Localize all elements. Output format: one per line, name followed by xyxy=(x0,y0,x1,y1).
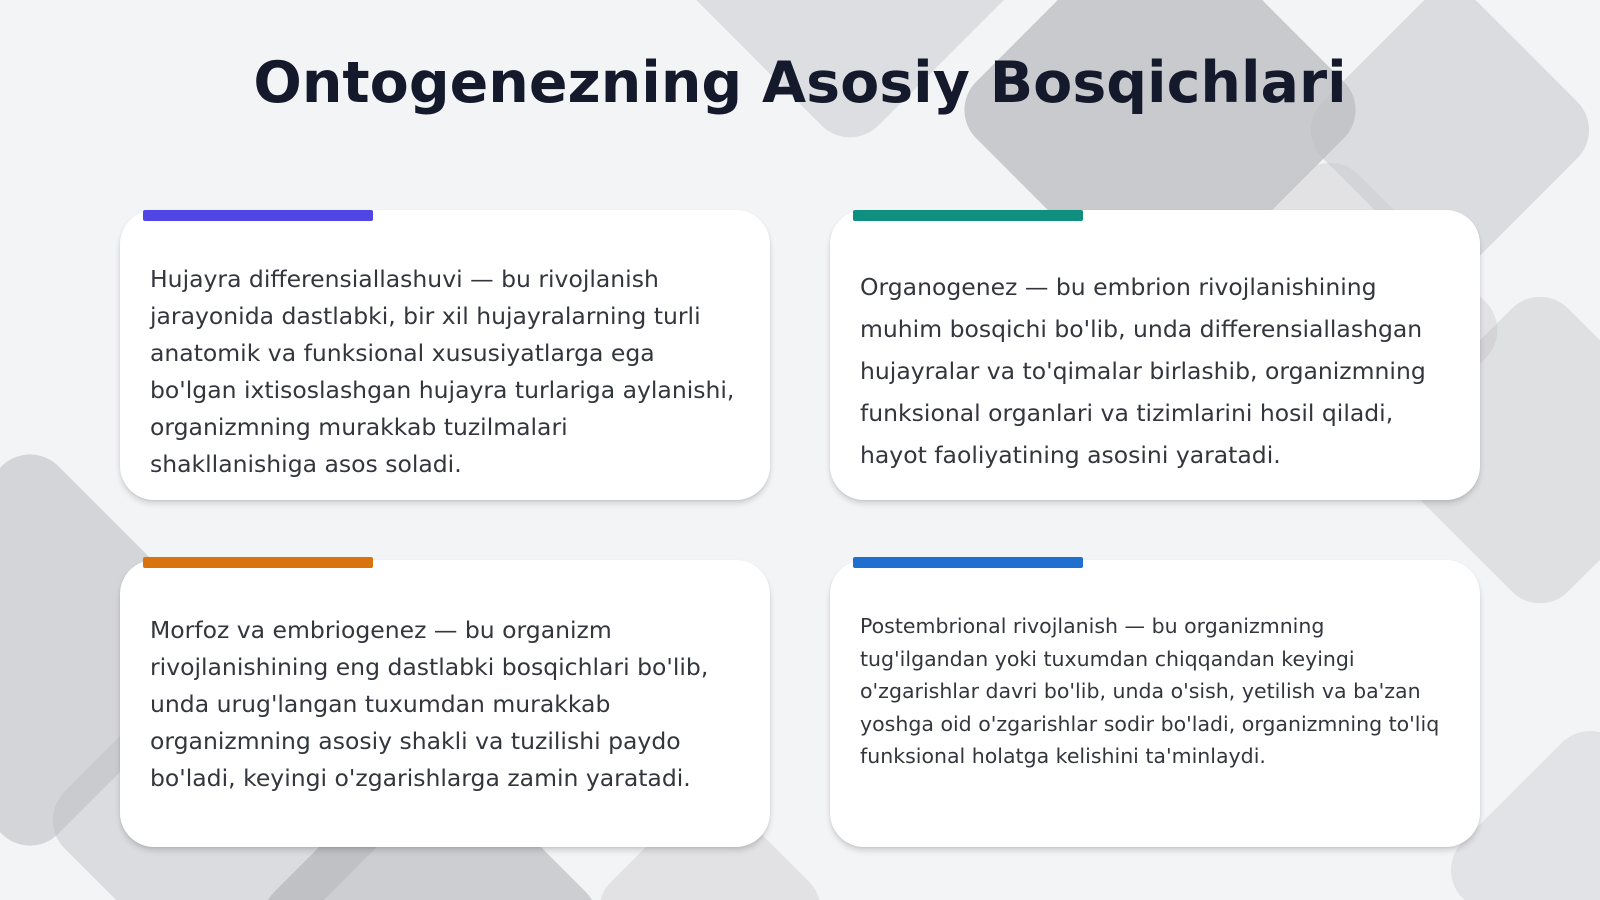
card-accent-bar xyxy=(853,210,1083,221)
card-cell-differentiation xyxy=(120,210,770,500)
card-organogenesis xyxy=(830,210,1480,500)
card-text: Postembrional rivojlanish — bu organizmning tug'ilgandan yoki tuxumdan chiqqandan keyingi o'zgarishlar davri bo'lib, unda o'sish, yetilish va ba'zan yoshga oid o'zgarishlar sodir bo'ladi, organizmning to'liq funksional holatga kelishini ta'minlaydi. xyxy=(860,614,1440,768)
card-postembryonic xyxy=(830,560,1480,847)
card-morphogenesis xyxy=(120,560,770,847)
slide-title: Ontogenezning Asosiy Bosqichlari xyxy=(253,50,1347,116)
card-text: Morfoz va embriogenez — bu organizm rivojlanishining eng dastlabki bosqichlari bo'lib, unda urug'langan tuxumdan murakkab organizmning asosiy shakli va tuzilishi paydo bo'ladi, keyingi o'zgarishlarga zamin yaratadi. xyxy=(150,616,709,792)
card-text: Hujayra differensiallashuvi — bu rivojlanish jarayonida dastlabki, bir xil hujayralarning turli anatomik va funksional xususiyatlarga ega bo'lgan ixtisoslashgan hujayra turlariga aylanishi, organizmning murakkab tuzilmalari shakllanishiga asos soladi. xyxy=(150,265,735,478)
card-text: Organogenez — bu embrion rivojlanishining muhim bosqichi bo'lib, unda differensiallashgan hujayralar va to'qimalar birlashib, organizmning funksional organlari va tizimlarini hosil qiladi, hayot faoliyatining asosini yaratadi. xyxy=(860,273,1426,469)
card-accent-bar xyxy=(143,210,373,221)
card-accent-bar xyxy=(143,557,373,568)
card-accent-bar xyxy=(853,557,1083,568)
